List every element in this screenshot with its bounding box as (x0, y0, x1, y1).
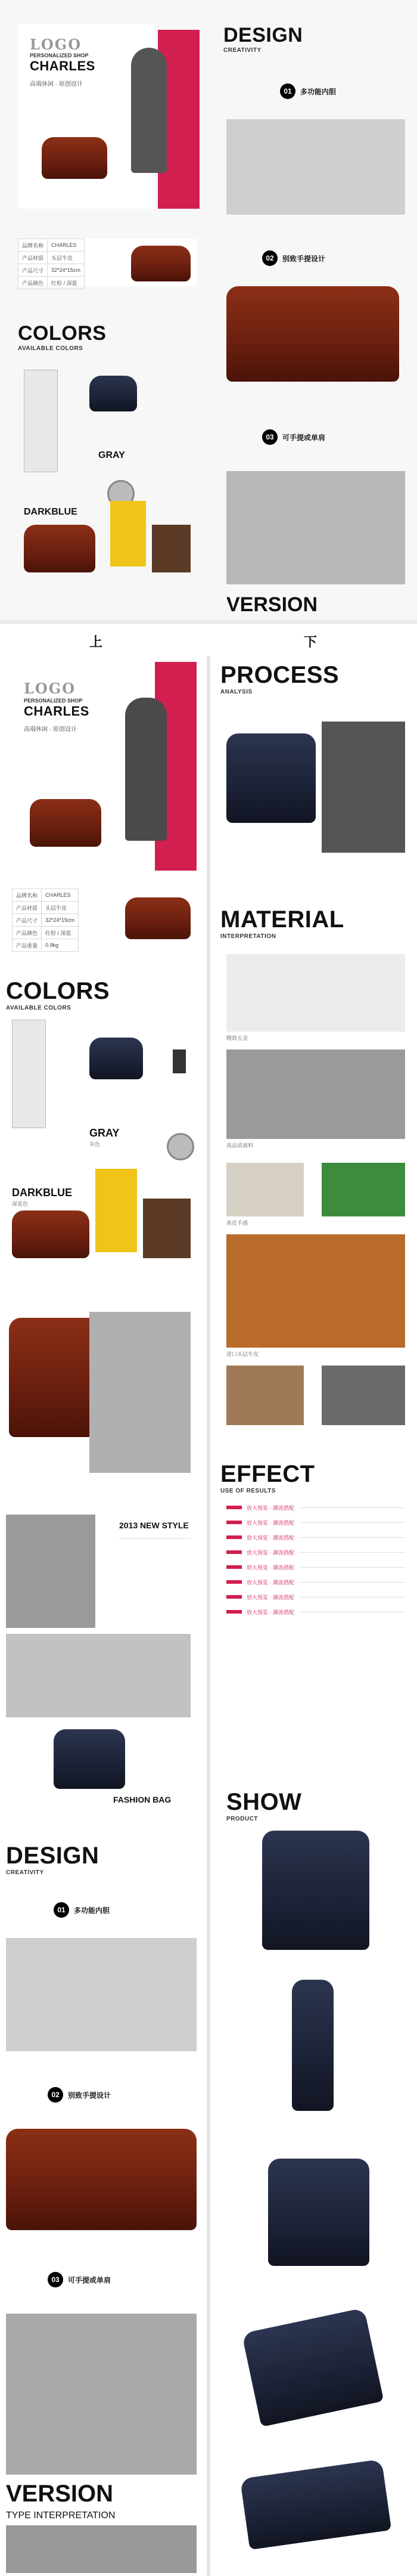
brown-bag-image (30, 799, 101, 847)
model-figure (125, 698, 167, 841)
feature-label: 别致手提设计 (282, 254, 326, 263)
craftsman-photo (322, 722, 405, 853)
design-title: DESIGN (223, 24, 303, 47)
feature-number: 02 (48, 2087, 63, 2103)
gray-label: GRAY (89, 1127, 120, 1139)
logo-text: LOGO (30, 36, 82, 53)
effect-row (226, 1577, 405, 1587)
effect-marker (226, 1595, 242, 1599)
effect-label: 放大预览 · 潮流搭配 (247, 1609, 294, 1615)
brown-bag-large (6, 2129, 197, 2230)
detail-photo-1 (226, 1366, 304, 1425)
model-carry-photo (6, 2314, 197, 2475)
darkblue-label: DARKBLUE (12, 1187, 72, 1199)
brown-bag-image-2 (12, 1210, 89, 1258)
yellow-jacket-image (95, 1169, 137, 1252)
spec-key: 产品重量 (13, 939, 42, 952)
effect-row (226, 1518, 405, 1527)
spec-table-section (12, 888, 197, 948)
spec-key: 产品材质 (18, 252, 48, 264)
effect-dash (299, 1507, 405, 1508)
spec-key: 产品颜色 (13, 927, 42, 939)
spec-value: 红棕 / 深蓝 (48, 277, 85, 289)
feature-03 (48, 2272, 111, 2287)
design-subtitle: CREATIVITY (223, 47, 262, 54)
effect-dash (299, 1582, 405, 1583)
spec-table (12, 888, 79, 952)
brown-bag-image-2 (24, 525, 95, 572)
brand-tagline: 高端休闲 · 原创设计 (24, 726, 77, 733)
feature-number: 02 (262, 250, 278, 266)
darkblue-label-cn: 深蓝色 (12, 1201, 29, 1207)
brand-name: CHARLES (30, 58, 95, 73)
material-note: 真皮手感 (226, 1220, 248, 1226)
colors-section (6, 978, 110, 1011)
model-gray-outfit (24, 370, 58, 472)
navy-bag-show-angle (242, 2308, 384, 2427)
feature-label: 别致手提设计 (68, 2091, 111, 2100)
logo-text: LOGO (24, 680, 76, 697)
version-subtitle: TYPE INTERPRETATION (6, 2510, 116, 2521)
effect-label: 放大预览 · 潮流搭配 (247, 1564, 294, 1571)
feature-label: 多功能内胆 (300, 87, 337, 96)
brown-bag-thumbnail (125, 897, 191, 939)
feature-label: 可手提或单肩 (68, 2275, 111, 2284)
effect-label: 放大预览 · 潮流搭配 (247, 1579, 294, 1586)
bag-interior-photo (226, 119, 405, 215)
design-preview (223, 24, 303, 54)
spec-value: 0.9kg (42, 939, 79, 952)
effect-row (226, 1547, 405, 1557)
spec-table-preview (18, 239, 197, 286)
spec-key: 品牌名称 (18, 239, 48, 252)
process-subtitle: ANALYSIS (220, 689, 253, 695)
navy-bag-show-side (292, 1980, 334, 2111)
navy-bag-show-front (262, 1831, 369, 1950)
colors-title: COLORS (18, 322, 107, 345)
spec-value: 32*24*15cm (48, 264, 85, 277)
effect-subtitle: USE OF RESULTS (220, 1488, 276, 1494)
brand-sub: PERSONALIZED SHOP (24, 698, 83, 704)
material-section (220, 906, 344, 940)
colors-subtitle: AVAILABLE COLORS (6, 1005, 71, 1011)
leaf-water-photo (322, 1163, 405, 1216)
effect-row (226, 1607, 405, 1617)
effect-marker (226, 1535, 242, 1539)
navy-bag-show-back (268, 2159, 369, 2266)
feature-02 (48, 2087, 111, 2103)
effect-label: 放大预览 · 潮流搭配 (247, 1534, 294, 1541)
effect-marker (226, 1506, 242, 1509)
effect-marker (226, 1610, 242, 1614)
brand-intro-panel (18, 24, 155, 209)
texture-photo (226, 1163, 304, 1216)
effect-label: 放大预览 · 潮流搭配 (247, 1519, 294, 1526)
brown-jacket-image (143, 1199, 191, 1258)
effect-row (226, 1562, 405, 1572)
feature-01 (54, 1902, 110, 1918)
celebrity-collage (89, 1312, 191, 1473)
show-subtitle: PRODUCT (226, 1816, 258, 1822)
spec-value: 头层牛皮 (48, 252, 85, 264)
feature-02-preview (262, 250, 325, 266)
model-gray-outfit (12, 1020, 46, 1128)
divider-line (119, 1538, 191, 1539)
colors-preview (18, 322, 197, 352)
brown-bag-image (42, 137, 107, 179)
effect-marker (226, 1550, 242, 1554)
effect-label: 放大预览 · 潮流搭配 (247, 1594, 294, 1600)
section-divider (0, 620, 417, 624)
detail-photo-2 (322, 1366, 405, 1425)
colors-subtitle: AVAILABLE COLORS (18, 345, 83, 352)
effect-title: EFFECT (220, 1461, 315, 1487)
effect-row (226, 1503, 405, 1512)
material-subtitle: INTERPRETATION (220, 933, 276, 940)
leather-closeup-photo (226, 1234, 405, 1348)
design-section (6, 1843, 99, 1876)
feature-label: 可手提或单肩 (282, 433, 326, 442)
gray-label: GRAY (98, 450, 125, 460)
spec-value: CHARLES (42, 889, 79, 902)
material-note: 高品质面料 (226, 1143, 254, 1148)
effect-dash (299, 1552, 405, 1553)
spec-key: 品牌名称 (13, 889, 42, 902)
colors-title: COLORS (6, 978, 110, 1004)
model-figure (131, 48, 167, 173)
process-title: PROCESS (220, 662, 340, 688)
brown-bag-large (226, 286, 399, 382)
darkblue-label: DARKBLUE (24, 507, 77, 517)
spec-value: 红棕 / 深蓝 (42, 927, 79, 939)
effect-label: 放大预览 · 潮流搭配 (247, 1549, 294, 1556)
effect-dash (299, 1567, 405, 1568)
effect-row (226, 1592, 405, 1602)
model-carry-photo (226, 471, 405, 584)
hardware-photo (226, 954, 405, 1032)
feature-03-preview (262, 429, 325, 445)
version-photo (6, 2525, 197, 2573)
show-section (226, 1789, 301, 1822)
bag-interior-photo (6, 1938, 197, 2051)
navy-bag-show-bottom (240, 2459, 391, 2550)
feature-label: 多功能内胆 (74, 1906, 110, 1915)
brand-name: CHARLES (24, 704, 89, 719)
brand-intro-panel-main (12, 662, 197, 877)
effect-dash (299, 1537, 405, 1538)
new-style-title: 2013 NEW STYLE (119, 1521, 189, 1530)
version-title: VERSION (6, 2481, 114, 2507)
spec-key: 产品尺寸 (13, 914, 42, 927)
effect-section (220, 1461, 315, 1494)
navy-bag-image (89, 1038, 143, 1079)
yellow-jacket-image (110, 501, 146, 566)
show-title: SHOW (226, 1789, 302, 1815)
design-subtitle: CREATIVITY (6, 1869, 44, 1876)
material-note: 进口头层牛皮 (226, 1351, 259, 1357)
outfit-photo-strip (6, 1634, 191, 1717)
fashion-bag-title: FASHION BAG (113, 1795, 172, 1804)
navy-bag-process (226, 733, 316, 823)
brand-tagline: 高端休闲 · 原创设计 (30, 81, 83, 88)
brown-bag-thumbnail (131, 246, 191, 281)
left-column-header: 上 (89, 634, 103, 649)
feature-number: 01 (54, 1902, 69, 1918)
perfume-bottle-image (173, 1049, 186, 1073)
spec-value: 32*24*15cm (42, 914, 79, 927)
right-column-header: 下 (304, 634, 318, 649)
feature-number: 03 (48, 2272, 63, 2287)
spec-table (18, 239, 85, 289)
process-section (220, 662, 339, 695)
design-title: DESIGN (6, 1843, 99, 1869)
material-note: 精致五金 (226, 1035, 248, 1041)
fabric-photo (226, 1049, 405, 1139)
spec-key: 产品尺寸 (18, 264, 48, 277)
effect-dash (299, 1522, 405, 1523)
navy-bag-image (89, 376, 137, 411)
material-title: MATERIAL (220, 906, 344, 933)
gray-label-cn: 灰色 (89, 1141, 101, 1147)
spec-key: 产品颜色 (18, 277, 48, 289)
brand-sub: PERSONALIZED SHOP (30, 52, 89, 58)
feature-number: 01 (280, 83, 295, 99)
column-divider (207, 656, 210, 2576)
spec-value: 头层牛皮 (42, 902, 79, 914)
effect-marker (226, 1580, 242, 1584)
brown-jacket-image (152, 525, 191, 572)
feature-01-preview (280, 83, 336, 99)
navy-bag-image-2 (54, 1729, 125, 1789)
effect-row (226, 1532, 405, 1542)
model-walking-photo (6, 1515, 95, 1628)
spec-key: 产品材质 (13, 902, 42, 914)
effect-marker (226, 1565, 242, 1569)
version-title-preview: VERSION (226, 593, 318, 616)
effect-label: 放大预览 · 潮流搭配 (247, 1504, 294, 1511)
watch-image (167, 1133, 194, 1160)
spec-value: CHARLES (48, 239, 85, 252)
effect-marker (226, 1521, 242, 1524)
feature-number: 03 (262, 429, 278, 445)
